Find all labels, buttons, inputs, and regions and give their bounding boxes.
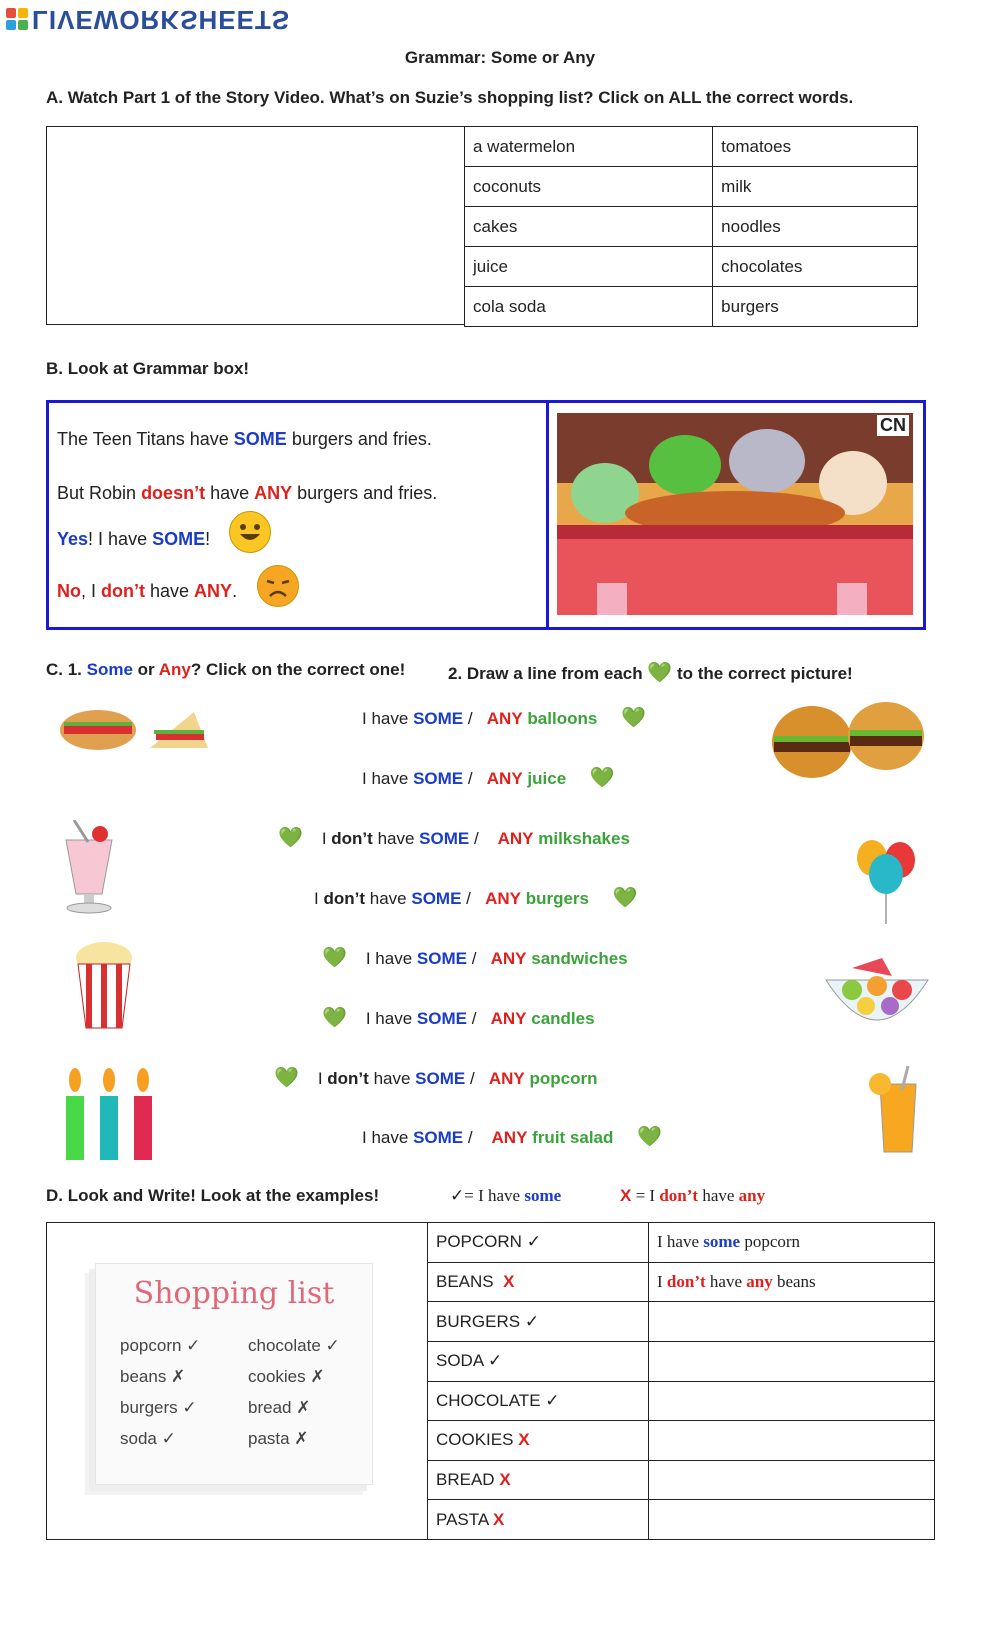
answer-input[interactable] <box>649 1460 935 1500</box>
fruit-salad-picture[interactable] <box>822 950 932 1045</box>
item-cell: COOKIES X <box>428 1421 649 1461</box>
item-cell: PASTA X <box>428 1500 649 1540</box>
logo <box>6 4 290 34</box>
option-some[interactable]: SOME <box>411 889 462 908</box>
word-option[interactable]: tomatoes <box>713 127 918 167</box>
option-some[interactable]: SOME <box>413 769 464 788</box>
word-option[interactable]: cola soda <box>465 287 713 327</box>
word-option[interactable]: chocolates <box>713 247 918 287</box>
sandwiches-picture[interactable] <box>58 700 218 765</box>
answer-input[interactable] <box>649 1341 935 1381</box>
logo-text: LIVEWORKSHEETS <box>32 4 291 35</box>
happy-face-icon <box>229 511 271 553</box>
option-any[interactable]: ANY <box>490 1009 527 1028</box>
word-option[interactable]: juice <box>465 247 713 287</box>
heart-icon[interactable]: 💚 <box>620 707 646 729</box>
write-table <box>427 1222 935 1540</box>
section-c-heading-2: 2. Draw a line from each 💚 to the correct picture! <box>448 662 853 684</box>
option-any[interactable]: ANY <box>486 769 523 788</box>
shopping-word-table <box>464 126 918 327</box>
balloons-picture[interactable] <box>852 836 922 931</box>
section-b-heading: B. Look at Grammar box! <box>46 359 250 378</box>
shopping-list-title: Shopping list <box>133 1276 335 1311</box>
answer-input[interactable] <box>649 1500 935 1540</box>
heart-icon[interactable]: 💚 <box>278 827 303 849</box>
option-any[interactable]: ANY <box>488 1069 525 1088</box>
teen-titans-image <box>557 413 913 615</box>
word-option[interactable]: coconuts <box>465 167 713 207</box>
word-option[interactable]: a watermelon <box>465 127 713 167</box>
answer-input[interactable] <box>649 1381 935 1421</box>
shopping-list-paper <box>95 1263 373 1485</box>
candles-picture[interactable] <box>60 1062 160 1167</box>
option-some[interactable]: SOME <box>419 829 470 848</box>
legend-x: X = I don’t have any <box>620 1186 766 1205</box>
legend-check: ✓= I have some <box>450 1186 562 1205</box>
logo-icon <box>6 8 28 30</box>
shopping-list-panel <box>46 1222 427 1540</box>
answer-input[interactable] <box>649 1302 935 1342</box>
heart-icon[interactable]: 💚 <box>322 947 347 969</box>
grammar-line-1: The Teen Titans have SOME burgers and fries. <box>57 429 432 449</box>
grammar-box <box>46 400 926 630</box>
grammar-line-2: But Robin doesn’t have ANY burgers and fries. <box>57 483 438 503</box>
option-some[interactable]: SOME <box>416 1009 467 1028</box>
item-cell: SODA ✓ <box>428 1341 649 1381</box>
list-left-column: popcorn ✓ beans ✗ burgers ✓ soda ✓ <box>120 1336 201 1448</box>
grammar-line-4: No, I don’t have ANY. <box>57 581 238 601</box>
answer-cell: I have some popcorn <box>649 1223 935 1263</box>
answer-cell: I don’t have any beans <box>649 1262 935 1302</box>
word-option[interactable]: burgers <box>713 287 918 327</box>
sentence-juice: I have SOME / ANY juice 💚 <box>362 767 615 789</box>
word-option[interactable]: milk <box>713 167 918 207</box>
option-some[interactable]: SOME <box>415 1069 466 1088</box>
option-some[interactable]: SOME <box>416 949 467 968</box>
burgers-picture[interactable] <box>770 700 930 789</box>
heart-icon[interactable]: 💚 <box>274 1067 299 1089</box>
sentence-candles: 💚 I have SOME / ANY candles <box>322 1007 595 1029</box>
heart-icon[interactable]: 💚 <box>322 1007 347 1029</box>
sentence-sandwiches: 💚 I have SOME / ANY sandwiches <box>322 947 628 969</box>
grammar-text-panel <box>49 403 549 627</box>
item-cell: BURGERS ✓ <box>428 1302 649 1342</box>
popcorn-picture[interactable] <box>72 940 136 1035</box>
sentence-balloons: I have SOME / ANY balloons 💚 <box>362 707 646 729</box>
option-any[interactable]: ANY <box>490 949 527 968</box>
option-some[interactable]: SOME <box>413 1128 464 1147</box>
sentence-popcorn: 💚 I don’t have SOME / ANY popcorn <box>274 1067 598 1089</box>
cn-badge: CN <box>877 415 909 436</box>
word-option[interactable]: cakes <box>465 207 713 247</box>
page-title: Grammar: Some or Any <box>404 48 596 67</box>
option-any[interactable]: ANY <box>491 1128 528 1147</box>
word-option[interactable]: noodles <box>713 207 918 247</box>
sentence-fruit-salad: I have SOME / ANY fruit salad 💚 <box>362 1126 662 1148</box>
heart-icon[interactable]: 💚 <box>612 887 638 909</box>
heart-icon[interactable]: 💚 <box>637 1126 662 1148</box>
item-cell: BEANS X <box>428 1262 649 1302</box>
sentence-milkshakes: 💚 I don’t have SOME / ANY milkshakes <box>278 827 630 849</box>
orange-juice-picture[interactable] <box>868 1064 928 1161</box>
sentence-burgers: I don’t have SOME / ANY burgers 💚 <box>314 887 638 909</box>
section-a-heading: A. Watch Part 1 of the Story Video. What’s on Suzie’s shopping list? Click on ALL the correct words. <box>46 88 854 107</box>
video-placeholder[interactable] <box>46 126 464 325</box>
section-c-heading-1: C. 1. Some or Any? Click on the correct one! <box>46 660 406 679</box>
heart-icon: 💚 <box>647 662 673 684</box>
option-any[interactable]: ANY <box>485 889 521 908</box>
grammar-line-3: Yes! I have SOME! <box>57 529 211 549</box>
milkshake-picture[interactable] <box>54 820 124 921</box>
item-cell: CHOCOLATE ✓ <box>428 1381 649 1421</box>
item-cell: POPCORN ✓ <box>428 1223 649 1263</box>
item-cell: BREAD X <box>428 1460 649 1500</box>
section-d-heading: D. Look and Write! Look at the examples! <box>46 1186 380 1205</box>
option-any[interactable]: ANY <box>497 829 534 848</box>
option-any[interactable]: ANY <box>486 709 523 728</box>
option-some[interactable]: SOME <box>413 709 464 728</box>
list-right-column: chocolate ✓ cookies ✗ bread ✗ pasta ✗ <box>248 1336 340 1448</box>
answer-input[interactable] <box>649 1421 935 1461</box>
sad-face-icon <box>257 565 299 607</box>
heart-icon[interactable]: 💚 <box>589 767 615 789</box>
